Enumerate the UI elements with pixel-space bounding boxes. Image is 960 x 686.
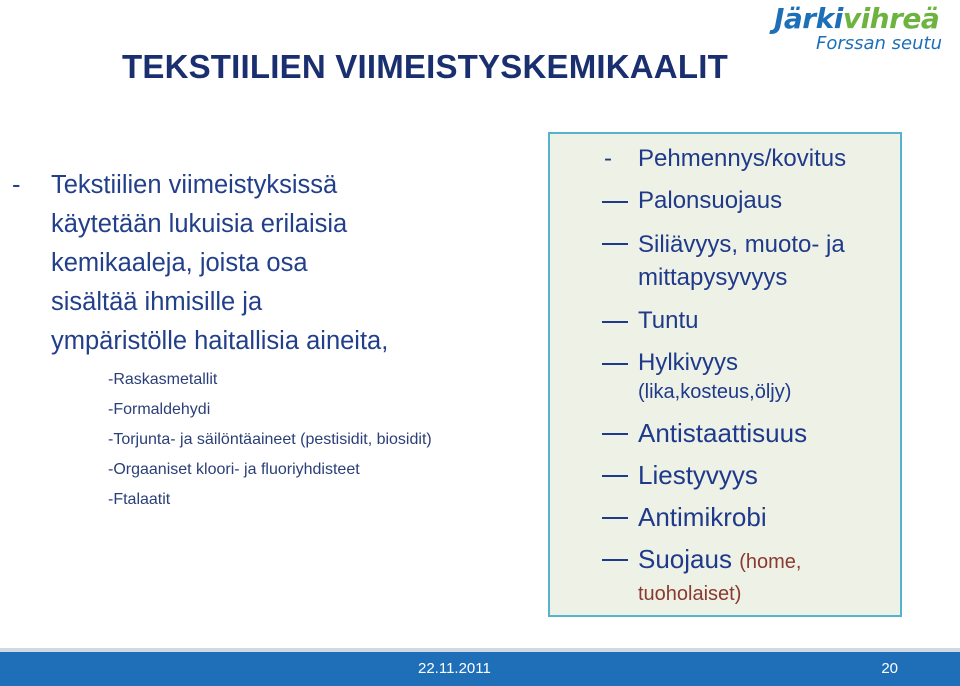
logo-subtitle: Forssan seutu [815, 33, 942, 54]
page-number: 20 [881, 660, 898, 677]
lead-paragraph [8, 166, 498, 361]
footer-date: 22.11.2011 [418, 660, 491, 677]
item-text: Siliävyys, muoto- ja mittapysyvyys [638, 231, 845, 291]
list-item: -Ftalaatit [108, 491, 171, 508]
item-dash: - [604, 145, 612, 172]
item-bar [602, 363, 628, 365]
logo-part1: Järki [773, 2, 843, 35]
lead-line: kemikaaleja, joista osa [51, 249, 308, 277]
list-item: -Torjunta- ja säilöntäaineet (pestisidit, biosidit) [108, 431, 432, 448]
lead-line: Tekstiilien viimeistyksissä [51, 171, 338, 199]
item-text: Pehmennys/kovitus [638, 145, 847, 172]
item-text: Liestyvyys [638, 460, 758, 490]
substance-list [8, 369, 498, 511]
box-item [550, 306, 900, 336]
finishing-properties-box [548, 132, 902, 617]
box-item [550, 418, 900, 448]
item-text: Antistaattisuus [638, 418, 808, 448]
footer-bar [0, 648, 960, 686]
item-note: (lika,kosteus,öljy) [638, 381, 792, 403]
box-item [550, 144, 900, 174]
box-item [550, 502, 900, 532]
box-item [550, 348, 900, 406]
item-text: Antimikrobi [638, 502, 767, 532]
box-item [550, 544, 848, 608]
lead-line: sisältää ihmisille ja [51, 288, 263, 316]
lead-line: ympäristölle haitallisia aineita, [51, 327, 389, 355]
item-text: Tuntu [638, 307, 699, 334]
lead-line: käytetään lukuisia erilaisia [51, 210, 348, 238]
box-item [550, 228, 858, 294]
box-item [550, 460, 900, 490]
list-item: -Orgaaniset kloori- ja fluoriyhdisteet [108, 461, 360, 478]
item-bar [602, 559, 628, 561]
logo [774, 4, 942, 54]
item-bar [602, 433, 628, 435]
lead-dash: - [12, 171, 21, 199]
left-content [8, 166, 498, 511]
item-bar [602, 201, 628, 203]
logo-part2: vihreä [842, 2, 940, 35]
box-item [550, 186, 900, 216]
item-note: (home, tuoholaiset) [638, 551, 802, 605]
item-bar [602, 321, 628, 323]
item-text: Hylkivyys [638, 349, 738, 376]
logo-wordmark [774, 4, 942, 34]
slide-title: TEKSTIILIEN VIIMEISTYSKEMIKAALIT [122, 48, 728, 85]
item-text: Suojaus [638, 544, 732, 574]
item-text: Palonsuojaus [638, 187, 783, 214]
list-item: -Formaldehydi [108, 401, 211, 418]
item-bar [602, 517, 628, 519]
item-bar [602, 243, 628, 245]
item-bar [602, 475, 628, 477]
list-item: -Raskasmetallit [108, 371, 218, 388]
